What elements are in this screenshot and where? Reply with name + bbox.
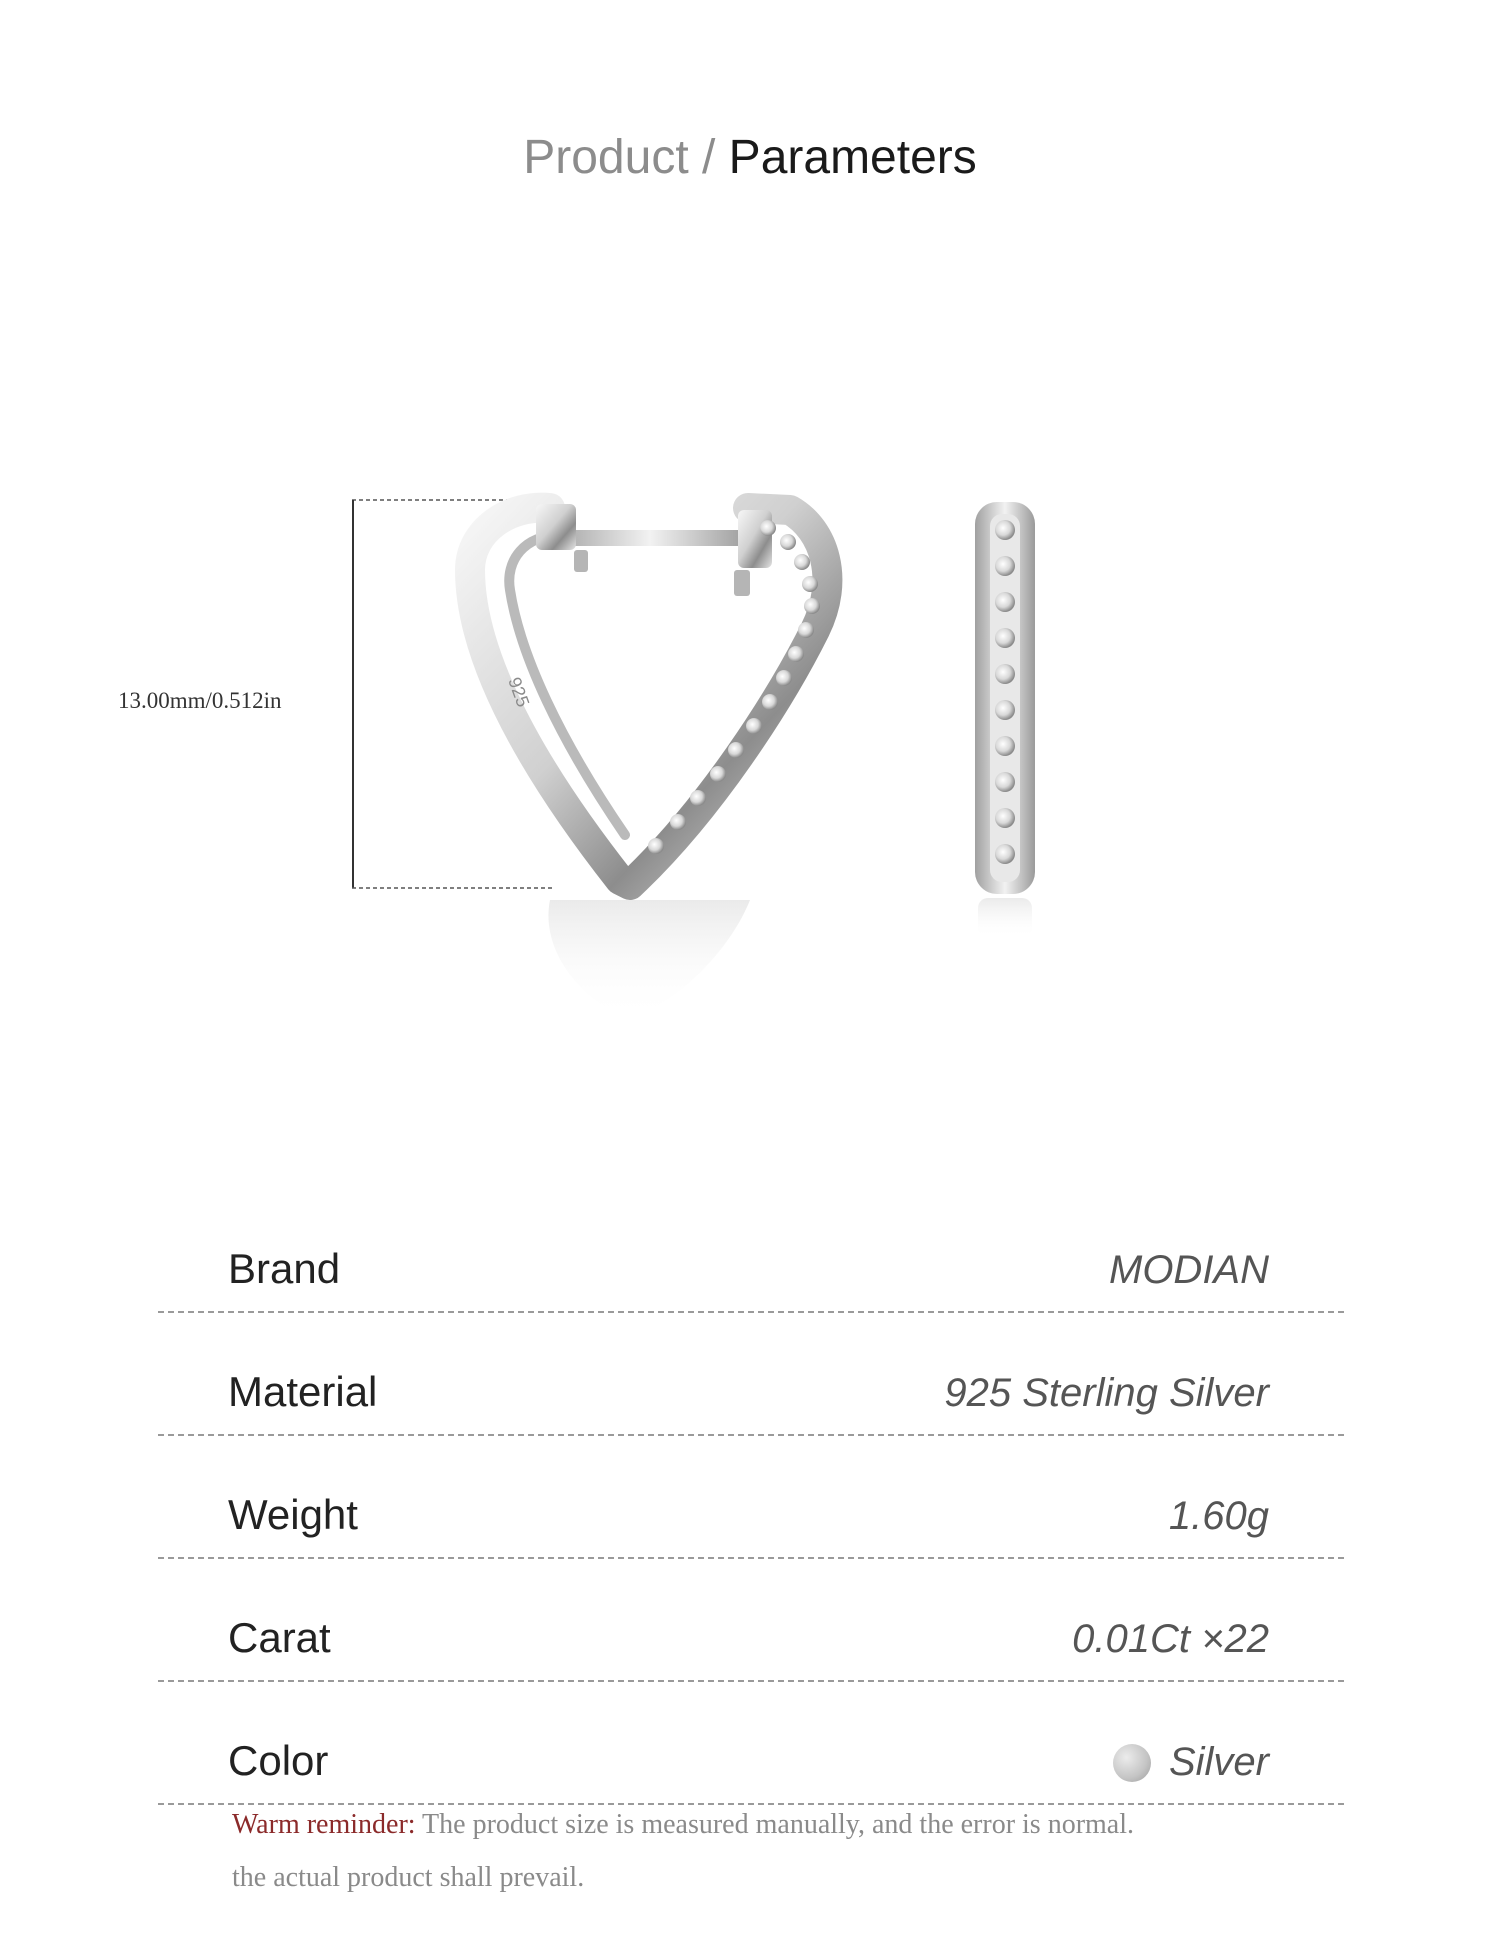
param-label: Carat xyxy=(228,1614,331,1661)
param-value: 0.01Ct ×22 xyxy=(1072,1617,1269,1661)
param-row-material xyxy=(158,1313,1344,1436)
reminder-prefix: Warm reminder: xyxy=(232,1809,416,1840)
param-value: 1.60g xyxy=(1168,1494,1269,1538)
color-swatch xyxy=(1113,1744,1151,1782)
stamp-925: 925 xyxy=(504,674,534,710)
param-value-color xyxy=(1113,1740,1269,1785)
color-value: Silver xyxy=(1168,1740,1269,1784)
side-view-hoop xyxy=(975,502,1035,938)
reminder-line-1 xyxy=(232,1798,1332,1851)
reminder-text-1: The product size is measured manually, and the error is normal. xyxy=(415,1809,1135,1840)
dimension-label: 13.00mm/0.512in xyxy=(118,688,282,713)
title-separator: / xyxy=(688,131,729,184)
parameters-table xyxy=(158,1190,1344,1805)
param-label: Material xyxy=(228,1368,378,1415)
param-value: 925 Sterling Silver xyxy=(944,1371,1269,1415)
param-row-color xyxy=(158,1682,1344,1805)
param-row-weight xyxy=(158,1436,1344,1559)
param-label: Brand xyxy=(228,1245,341,1292)
param-label: Color xyxy=(228,1737,329,1784)
title-product: Product xyxy=(523,131,689,184)
page-title xyxy=(0,128,1500,188)
param-row-carat xyxy=(158,1559,1344,1682)
param-value: MODIAN xyxy=(1109,1248,1269,1292)
product-image xyxy=(430,480,1070,1040)
param-row-brand xyxy=(158,1190,1344,1313)
param-label: Weight xyxy=(228,1491,358,1538)
reminder-line-2: the actual product shall prevail. xyxy=(232,1862,585,1893)
warm-reminder xyxy=(232,1798,1332,1904)
title-parameters: Parameters xyxy=(728,131,977,184)
